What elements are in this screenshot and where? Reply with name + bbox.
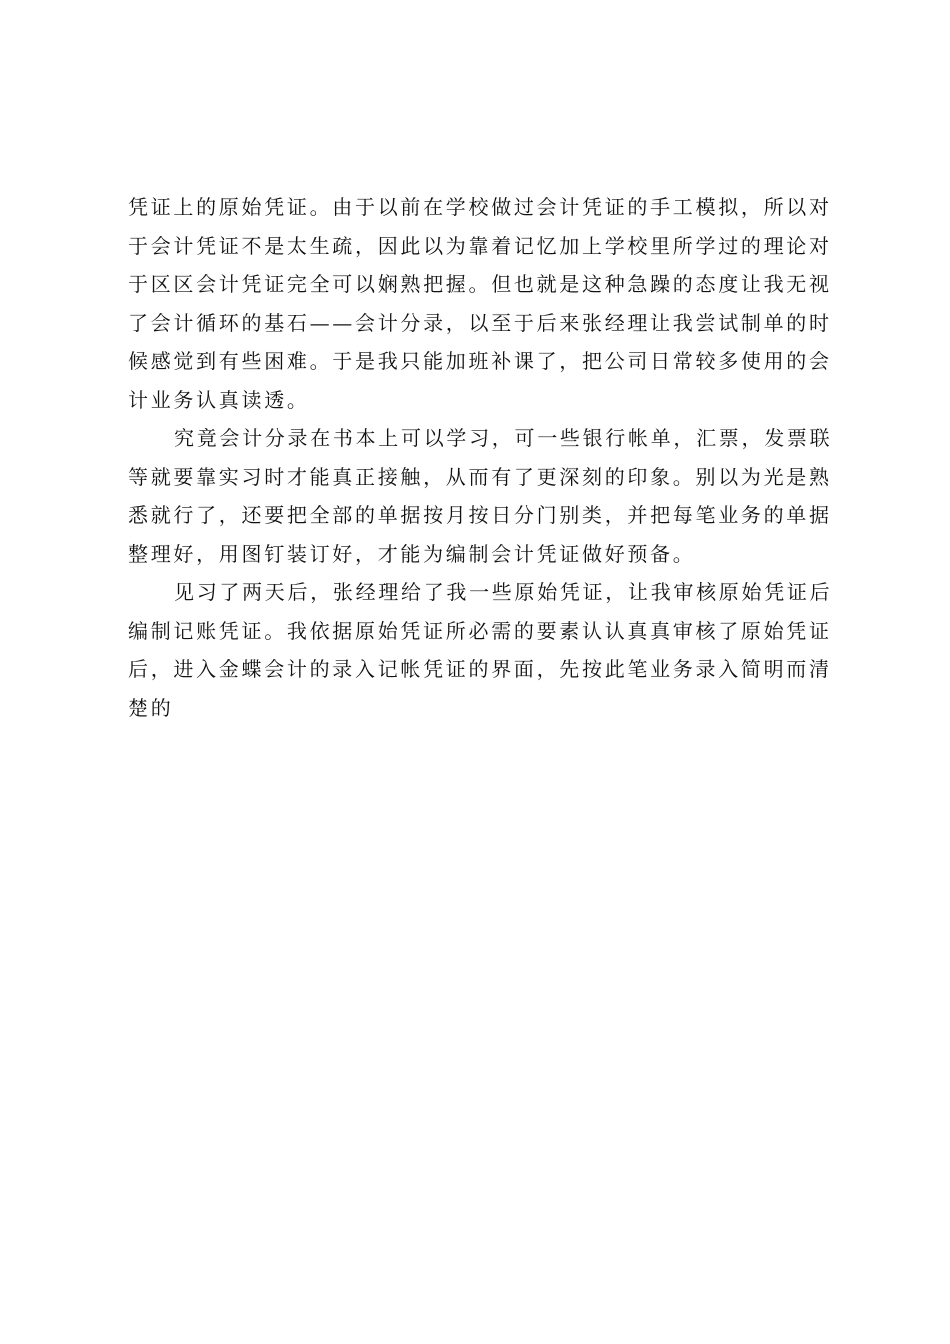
paragraph-1: [128, 188, 832, 419]
text-line: 凭证上的原始凭证。由于以前在学校做过会计凭证的手工模拟，所以对: [128, 195, 832, 219]
text-line: 了会计循环的基石——会计分录，以至于后来张经理让我尝试制单的时: [128, 310, 832, 335]
text-line: 见习了两天后，张经理给了我一些原始凭证，让我审核原始凭证后: [174, 580, 833, 604]
document-body: [128, 188, 833, 727]
text-line: 于会计凭证不是太生疏，因此以为靠着记忆加上学校里所学过的理论对: [128, 233, 832, 258]
text-line: 编制记账凭证。我依据原始凭证所必需的要素认认真真审核了原始凭证: [128, 618, 832, 643]
text-line: 计业务认真读透。: [128, 387, 310, 412]
paragraph-3: [128, 573, 833, 727]
text-line: 整理好，用图钉装订好，才能为编制会计凭证做好预备。: [128, 541, 696, 566]
text-line: 于区区会计凭证完全可以娴熟把握。但也就是这种急躁的态度让我无视: [128, 272, 832, 296]
paragraph-2: [128, 419, 833, 573]
text-line: 楚的: [128, 695, 174, 720]
text-line: 后，进入金蝶会计的录入记帐凭证的界面，先按此笔业务录入简明而清: [128, 657, 832, 681]
text-line: 悉就行了，还要把全部的单据按月按日分门别类，并把每笔业务的单据: [128, 503, 832, 527]
text-line: 等就要靠实习时才能真正接触，从而有了更深刻的印象。别以为光是熟: [128, 464, 832, 489]
text-line: 究竟会计分录在书本上可以学习，可一些银行帐单，汇票，发票联: [174, 426, 833, 450]
text-line: 候感觉到有些困难。于是我只能加班补课了，把公司日常较多使用的会: [128, 349, 832, 373]
